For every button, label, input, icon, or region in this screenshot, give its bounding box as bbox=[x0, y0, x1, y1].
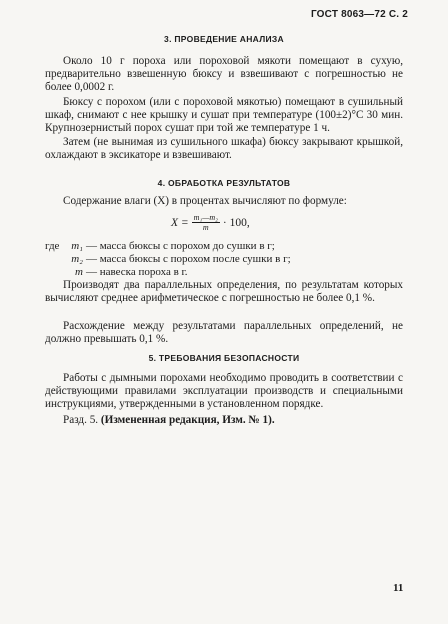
section-4-paragraph-2: Расхождение между результатами параллельных определений, не должно превышать 0,1 %. bbox=[45, 320, 403, 346]
section-3-paragraph-1: Около 10 г пороха или пороховой мякоти помещают в сухую, предварительно взвешенную бюксу и взвешивают с погрешностью не более 0,0002 г. bbox=[45, 55, 403, 94]
definition-symbol: m₁ bbox=[71, 240, 83, 252]
definition-prefix bbox=[45, 266, 63, 279]
page-header: ГОСТ 8063—72 С. 2 bbox=[310, 9, 408, 20]
definition-text: — масса бюксы с порохом до сушки в г; bbox=[86, 240, 275, 252]
section-3-paragraph-3: Затем (не вынимая из сушильного шкафа) бюксу закрывают крышкой, охлаждают в эксикаторе и взвешивают. bbox=[45, 136, 403, 162]
formula-lhs: X = bbox=[171, 216, 189, 229]
definition-text: — масса бюксы с порохом после сушки в г; bbox=[86, 253, 291, 265]
section-5-title: 5. ТРЕБОВАНИЯ БЕЗОПАСНОСТИ bbox=[148, 353, 300, 363]
section-3-title: 3. ПРОВЕДЕНИЕ АНАЛИЗА bbox=[164, 34, 284, 44]
formula-rhs: · 100, bbox=[222, 216, 250, 229]
formula-numerator: m₁—m₂ bbox=[193, 213, 218, 222]
definition-symbol: m bbox=[75, 266, 83, 278]
definition-row bbox=[45, 253, 403, 266]
definition-row bbox=[45, 266, 403, 279]
moisture-formula bbox=[171, 213, 250, 232]
definition-prefix: где bbox=[45, 240, 60, 252]
section-5-paragraph-2 bbox=[45, 414, 403, 427]
page-number: 11 bbox=[393, 582, 404, 594]
amendment-note: (Измененная редакция, Изм. № 1). bbox=[100, 414, 275, 426]
formula-fraction bbox=[192, 213, 220, 232]
section-4-title: 4. ОБРАБОТКА РЕЗУЛЬТАТОВ bbox=[157, 178, 291, 188]
definition-prefix bbox=[45, 253, 63, 266]
definition-text: — навеска пороха в г. bbox=[86, 266, 188, 278]
definition-symbol: m₂ bbox=[71, 253, 83, 265]
formula-definitions bbox=[45, 240, 403, 279]
section-4-intro: Содержание влаги (X) в процентах вычисляют по формуле: bbox=[63, 195, 347, 207]
amendment-prefix: Разд. 5. bbox=[63, 414, 101, 426]
definition-row bbox=[45, 240, 403, 253]
formula-denominator: m bbox=[202, 223, 209, 232]
section-3-paragraph-2: Бюксу с порохом (или с пороховой мякотью) помещают в сушильный шкаф, снимают с нее крышку и сушат при температуре (100±2)°С 30 мин. Крупнозернистый порох сушат при той же температуре 1 ч. bbox=[45, 96, 403, 135]
section-5-paragraph-1: Работы с дымными порохами необходимо проводить в соответствии с действующими правилами эксплуатации производств и специальными инструкциями, утвержденными в установленном порядке. bbox=[45, 372, 403, 411]
section-4-paragraph-1: Производят два параллельных определения, по результатам которых вычисляют среднее арифметическое с погрешностью не более 0,1 %. bbox=[45, 279, 403, 305]
